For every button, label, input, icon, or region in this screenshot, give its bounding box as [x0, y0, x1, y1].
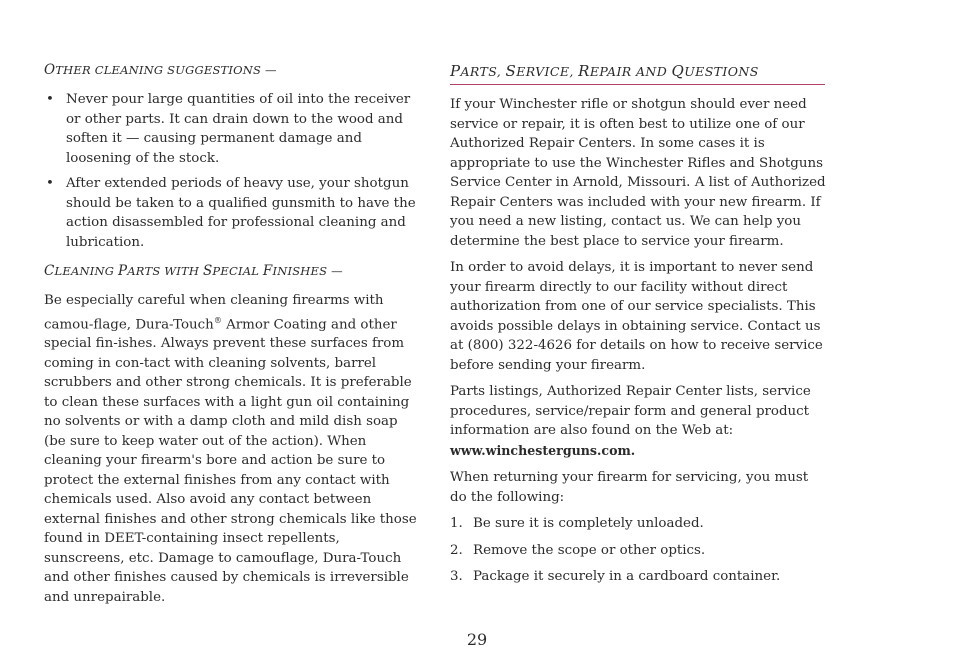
list-item — [450, 514, 828, 534]
para-text: Parts listings, Authorized Repair Center lists, service procedures, service/repair form and general product information are also found on the Web at: — [450, 384, 811, 438]
heading-cap: O — [44, 62, 56, 78]
bullet-icon: • — [46, 92, 54, 107]
heading-rest: LEANING — [54, 264, 118, 278]
step-text: Remove the scope or other optics. — [473, 542, 706, 558]
service-paragraph-4: When returning your firearm for servicing, you must do the following: — [450, 470, 809, 505]
list-item — [44, 90, 422, 168]
heading-rest: INISHES — — [272, 264, 343, 278]
step-number: 1. — [450, 516, 463, 531]
heading-cap: F — [262, 263, 273, 279]
parts-service-heading — [450, 60, 825, 85]
heading-cap: C — [44, 263, 55, 279]
step-text: Be sure it is completely unloaded. — [473, 516, 704, 531]
return-steps-list — [450, 514, 828, 587]
list-item — [44, 174, 422, 252]
special-finishes-paragraph — [44, 291, 422, 607]
step-number: 3. — [450, 569, 463, 584]
heading-rest: ARTS WITH — [127, 264, 203, 278]
special-finishes-heading — [44, 261, 422, 281]
service-paragraph-2: In order to avoid delays, it is important to never send your firearm directly to our facility without direct authorization from one of our service specialists. This avoids possible delays in obtaining service. Contact us at (800) 322-4626 for details on how to receive service before sending your firearm. — [450, 260, 823, 373]
page-number: 29 — [466, 630, 488, 649]
bullet-text: Never pour large quantities of oil into the receiver or other parts. It can drain down to the wood and soften it — causing permanent damage and loosening of the stock. — [66, 92, 411, 166]
heading-rest: UESTIONS — [684, 64, 759, 79]
para-text: Be especially careful when cleaning firearms with camou-flage, Dura-Touch — [44, 293, 384, 332]
heading-cap: R — [578, 62, 590, 80]
registered-mark: ® — [213, 315, 222, 325]
heading-cap: S — [202, 263, 213, 279]
bullet-text: After extended periods of heavy use, your shotgun should be taken to a qualified gunsmith to have the action disassembled for professional cleaning and lubrication. — [66, 176, 416, 250]
list-item — [450, 541, 828, 561]
left-column — [44, 60, 422, 614]
heading-cap: Q — [671, 62, 685, 80]
website-link[interactable]: www.winchesterguns.com. — [450, 442, 636, 458]
heading-rest: ERVICE, — [516, 64, 579, 79]
bullet-icon: • — [46, 176, 54, 191]
heading-cap: S — [505, 62, 517, 80]
service-paragraph-3 — [450, 382, 828, 461]
heading-cap: P — [117, 263, 128, 279]
heading-rest: EPAIR AND — [589, 64, 672, 79]
heading-rest: PECIAL — [212, 264, 263, 278]
right-column — [450, 60, 828, 594]
other-cleaning-heading — [44, 60, 422, 80]
para-text: Armor Coating and other special fin-ishes. Always prevent these surfaces from coming in con-tact with cleaning solvents, barrel scrubbers and other strong chemicals. It is preferable to clean these surfaces with a light gun oil containing no solvents or with a damp cloth and mild dish soap (be sure to keep water out of the action). When cleaning your firearm's bore and action be sure to protect the external finishes from any contact with chemicals used. Also avoid any contact between external finishes and other strong chemicals like those found in DEET-containing insect repellents, sunscreens, etc. Damage to camouflage, Dura-Touch and other finishes caused by chemicals is irreversible and unrepairable. — [44, 316, 417, 605]
heading-rest: ARTS, — [460, 64, 506, 79]
list-item — [450, 567, 828, 587]
step-number: 2. — [450, 542, 463, 558]
cleaning-bullet-list — [44, 90, 422, 252]
heading-cap: P — [450, 62, 461, 80]
service-paragraph-1: If your Winchester rifle or shotgun should ever need service or repair, it is often best to utilize one of our Authorized Repair Centers. In some cases it is appropriate to use the Winchester Rifles and Shotguns Service Center in Arnold, Missouri. A list of Authorized Repair Centers was included with your new firearm. If you need a new listing, contact us. We can help you determine the best place to service your firearm. — [450, 97, 826, 249]
step-text: Package it securely in a cardboard container. — [473, 569, 781, 584]
heading-rest: THER CLEANING SUGGESTIONS — — [55, 63, 277, 77]
